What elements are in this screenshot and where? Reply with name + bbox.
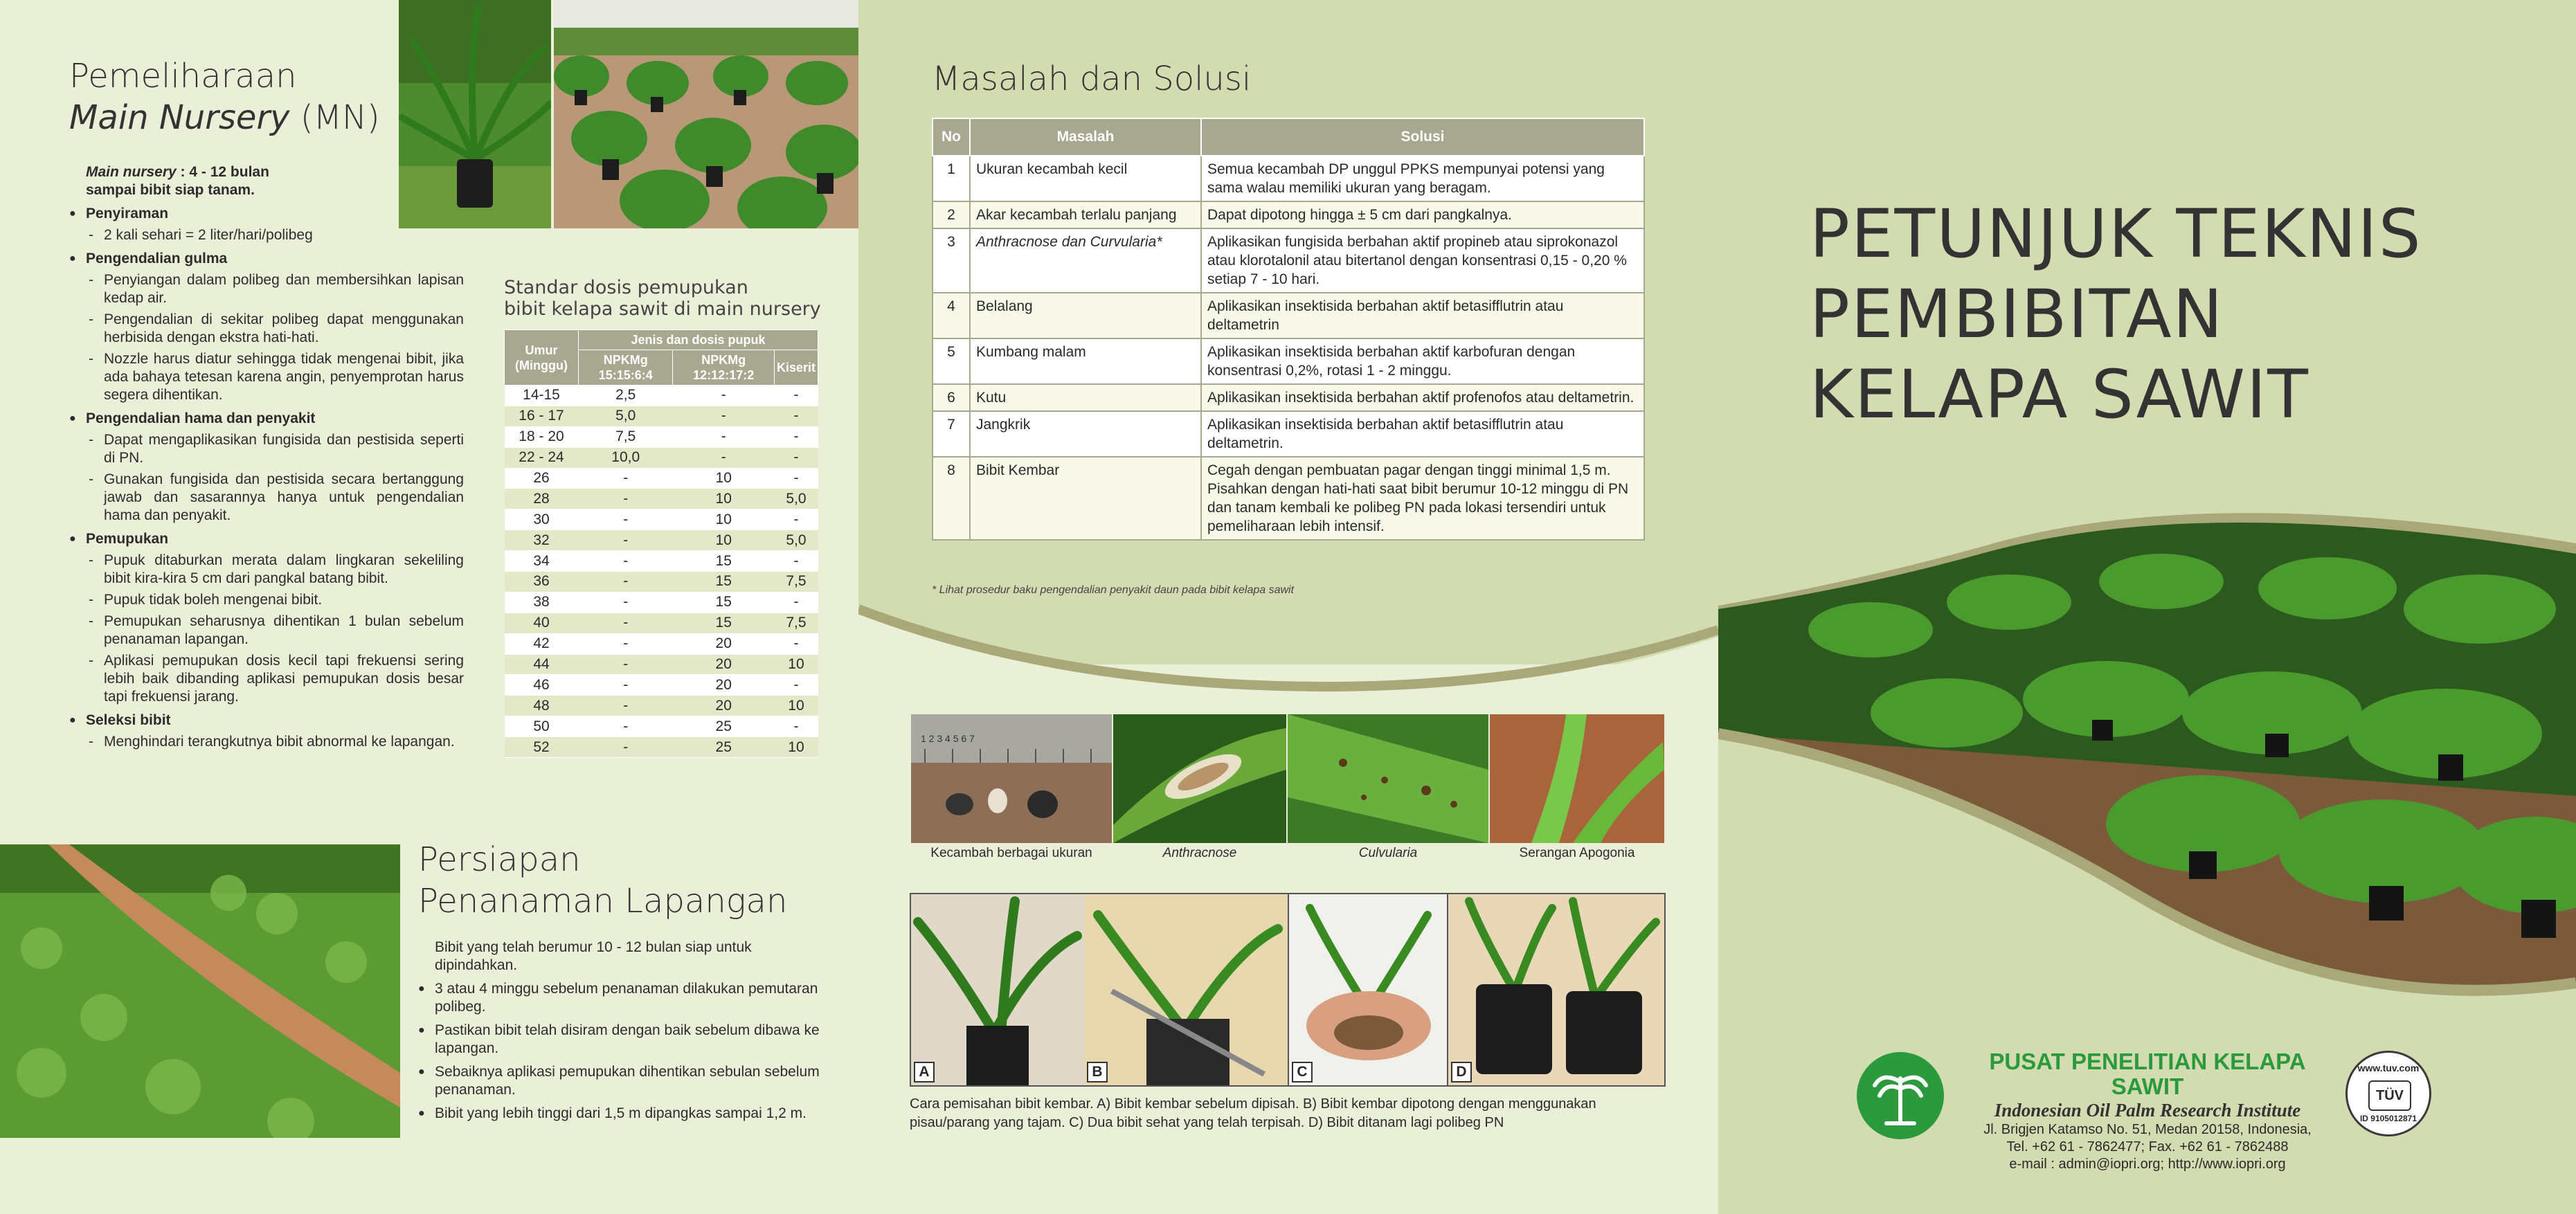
dose-row — [505, 406, 818, 426]
section-item: - Nozzle harus diatur sehingga tidak mengenai bibit, jika ada bahaya tetesan karena angin, penyemprotan harus segera dihentikan. — [69, 350, 464, 404]
problem-masalah: Jangkrik — [970, 411, 1201, 457]
gallery-label-b: B — [1087, 1062, 1108, 1082]
problem-solusi: Dapat dipotong hingga ± 5 cm dari pangkalnya. — [1201, 201, 1644, 228]
problem-solusi: Aplikasikan insektisida berbahan aktif betasifflutrin atau deltametrin — [1201, 293, 1644, 338]
problem-no: 6 — [933, 384, 970, 411]
problem-solusi: Aplikasikan insektisida berbahan aktif profenofos atau deltametrin. — [1201, 384, 1644, 411]
section-item: - 2 kali sehari = 2 liter/hari/polibeg — [69, 226, 464, 244]
dose-table — [504, 329, 818, 758]
dose-cell: - — [579, 592, 673, 613]
dose-cell: - — [579, 509, 673, 530]
dose-cell: 50 — [505, 716, 579, 737]
dose-cell: - — [579, 696, 673, 716]
dose-cell: 10 — [673, 468, 774, 489]
dose-cell: 10 — [774, 737, 818, 758]
dose-cell: 15 — [673, 551, 774, 572]
dose-cell: 16 - 17 — [505, 406, 579, 426]
seal-id: ID 9105012871 — [2359, 1114, 2417, 1123]
gallery-d — [1448, 893, 1666, 1087]
section-heading: ● Seleksi bibit — [69, 712, 464, 730]
dose-cell: 10 — [673, 530, 774, 551]
dose-cell: 44 — [505, 654, 579, 675]
problem-solusi: Aplikasikan fungisida berbahan aktif propineb atau siprokonazol atau klorotalonil atau bitertanol dengan konsentrasi 0,15 - 0,20 % setiap 7 - 10 hari. — [1201, 228, 1644, 293]
section-heading: ● Pemupukan — [69, 530, 464, 548]
gallery-a — [910, 893, 1086, 1087]
dose-cell: - — [579, 572, 673, 592]
dose-row — [505, 654, 818, 675]
col-kiserit: Kiserit — [774, 350, 818, 386]
dose-cell: - — [774, 386, 818, 406]
dose-row — [505, 426, 818, 447]
dose-cell: 15 — [673, 572, 774, 592]
dose-row — [505, 572, 818, 592]
ruler-text: 1 2 3 4 5 6 7 — [921, 733, 975, 744]
dose-row — [505, 447, 818, 468]
problem-no: 3 — [933, 228, 970, 293]
gallery-b — [1084, 893, 1289, 1087]
problem-row — [933, 293, 1644, 338]
apogonia-photo — [1490, 714, 1664, 843]
dose-cell: - — [774, 447, 818, 468]
org-name: PUSAT PENELITIAN KELAPA SAWIT — [1989, 1049, 2306, 1099]
dose-cell: - — [579, 468, 673, 489]
dose-row — [505, 489, 818, 509]
gallery-c — [1289, 893, 1448, 1087]
dose-row — [505, 386, 818, 406]
section-item: - Aplikasi pemupukan dosis kecil tapi frekuensi sering lebih baik dibanding aplikasi pemupukan dosis besar tapi frekuensi jarang. — [69, 652, 464, 706]
dose-cell: 5,0 — [774, 530, 818, 551]
problem-no: 4 — [933, 293, 970, 338]
dose-row — [505, 613, 818, 633]
dose-cell: 7,5 — [579, 426, 673, 447]
problem-solusi: Semua kecambah DP unggul PPKS mempunyai potensi yang sama walau memiliki ukuran yang beragam. — [1201, 156, 1644, 201]
dose-cell: 20 — [673, 675, 774, 696]
dose-cell: - — [774, 633, 818, 654]
dose-cell: 25 — [673, 716, 774, 737]
dose-row — [505, 675, 818, 696]
dose-cell: - — [579, 737, 673, 758]
curvularia-photo — [1288, 714, 1488, 843]
dose-cell: 10 — [673, 489, 774, 509]
persiapan-intro: Bibit yang telah berumur 10 - 12 bulan siap untuk dipindahkan. — [435, 939, 752, 973]
seal-name: TÜV — [2368, 1080, 2411, 1111]
caption-apogonia: Serangan Apogonia — [1519, 846, 1635, 860]
dose-cell: 34 — [505, 551, 579, 572]
dose-cell: 20 — [673, 654, 774, 675]
dose-cell: 32 — [505, 530, 579, 551]
problem-no: 8 — [933, 457, 970, 540]
dose-cell: - — [774, 592, 818, 613]
problem-no: 1 — [933, 156, 970, 201]
section-item: - Menghindari terangkutnya bibit abnormal ke lapangan. — [69, 733, 464, 751]
dose-cell: 18 - 20 — [505, 426, 579, 447]
dose-cell: - — [579, 716, 673, 737]
iopri-logo — [1855, 1051, 1945, 1141]
dose-cell: 15 — [673, 592, 774, 613]
caption-curvularia: Culvularia — [1358, 846, 1418, 860]
dose-cell: 5,0 — [579, 406, 673, 426]
gallery-label-a: A — [914, 1062, 935, 1082]
dose-cell: 30 — [505, 509, 579, 530]
dose-cell: - — [579, 530, 673, 551]
cover-title: PETUNJUK TEKNIS PEMBIBITAN KELAPA SAWIT — [1810, 195, 2422, 433]
dose-cell: - — [579, 654, 673, 675]
section-item: - Pupuk tidak boleh mengenai bibit. — [69, 591, 464, 609]
dose-cell: - — [673, 426, 774, 447]
problem-row — [933, 228, 1644, 293]
dose-cell: 2,5 — [579, 386, 673, 406]
seal-url: www.tuv.com — [2357, 1062, 2420, 1073]
dose-cell: - — [579, 633, 673, 654]
dose-cell: - — [579, 551, 673, 572]
problem-row — [933, 156, 1644, 201]
section-item: - Penyiangan dalam polibeg dan membersihkan lapisan kedap air. — [69, 271, 464, 307]
problem-solusi: Aplikasikan insektisida berbahan aktif karbofuran dengan konsentrasi 0,2%, rotasi 1 - 2 minggu. — [1201, 338, 1644, 384]
dose-cell: 7,5 — [774, 613, 818, 633]
problem-masalah: Akar kecambah terlalu panjang — [970, 201, 1201, 228]
dose-cell: 10 — [774, 654, 818, 675]
persiapan-list — [418, 939, 820, 1123]
dose-cell: 10 — [774, 696, 818, 716]
dose-row — [505, 509, 818, 530]
dose-row — [505, 696, 818, 716]
dose-cell: 52 — [505, 737, 579, 758]
col-npk2: NPKMg 12:12:17:2 — [673, 350, 774, 386]
problem-row — [933, 338, 1644, 384]
persiapan-item: ● Sebaiknya aplikasi pemupukan dihentikan sebulan sebelum penanaman. — [418, 1063, 820, 1099]
problem-no: 2 — [933, 201, 970, 228]
dose-cell: - — [579, 613, 673, 633]
problem-masalah: Kutu — [970, 384, 1201, 411]
col-solusi: Solusi — [1201, 118, 1644, 156]
problem-row — [933, 457, 1644, 540]
dose-cell: 42 — [505, 633, 579, 654]
dose-cell: - — [774, 426, 818, 447]
col-masalah: Masalah — [970, 118, 1201, 156]
dose-row — [505, 468, 818, 489]
dose-row — [505, 737, 818, 758]
maintenance-title: Pemeliharaan Main Nursery (MN) — [69, 57, 380, 137]
maintenance-list — [69, 163, 464, 751]
cover-nursery-photo — [1718, 505, 2576, 1004]
dose-cell: - — [774, 406, 818, 426]
dose-table-title: Standar dosis pemupukan bibit kelapa sawit di main nursery — [504, 277, 821, 320]
problem-row — [933, 411, 1644, 457]
dose-cell: 22 - 24 — [505, 447, 579, 468]
problem-masalah: Kumbang malam — [970, 338, 1201, 384]
dose-row — [505, 716, 818, 737]
dose-cell: - — [774, 675, 818, 696]
problem-masalah: Belalang — [970, 293, 1201, 338]
col-jenis: Jenis dan dosis pupuk — [579, 330, 818, 350]
problem-row — [933, 201, 1644, 228]
section-item: - Pengendalian di sekitar polibeg dapat menggunakan herbisida dengan ekstra hati-hati. — [69, 311, 464, 347]
dose-cell: 14-15 — [505, 386, 579, 406]
org-email: e-mail : admin@iopri.org; http://www.iopri.org — [2009, 1157, 2286, 1172]
problem-no: 5 — [933, 338, 970, 384]
dose-row — [505, 633, 818, 654]
dose-cell: 26 — [505, 468, 579, 489]
dose-cell: - — [774, 551, 818, 572]
persiapan-item: ● Bibit yang lebih tinggi dari 1,5 m dipangkas sampai 1,2 m. — [418, 1105, 820, 1123]
problems-title: Masalah dan Solusi — [932, 60, 1252, 98]
gallery-label-d: D — [1451, 1062, 1472, 1082]
panel-cover — [1718, 0, 2576, 1214]
org-subtitle: Indonesian Oil Palm Research Institute — [1994, 1100, 2301, 1121]
footnote: * Lihat prosedur baku pengendalian penyakit daun pada bibit kelapa sawit — [932, 584, 1295, 596]
persiapan-item: ● Pastikan bibit telah disiram dengan baik sebelum dibawa ke lapangan. — [418, 1022, 820, 1058]
caption-anthracnose: Anthracnose — [1162, 846, 1237, 860]
tuv-seal — [2345, 1051, 2431, 1136]
section-item: - Dapat mengaplikasikan fungisida dan pestisida seperti di PN. — [69, 431, 464, 467]
org-phone: Tel. +62 61 - 7862477; Fax. +62 61 - 7862488 — [2006, 1139, 2289, 1154]
dose-cell: 20 — [673, 696, 774, 716]
dose-cell: 38 — [505, 592, 579, 613]
gallery-label-c: C — [1292, 1062, 1313, 1082]
col-umur: Umur (Minggu) — [505, 330, 579, 386]
problem-masalah: Anthracnose dan Curvularia* — [970, 228, 1201, 293]
problem-solusi: Cegah dengan pembuatan pagar dengan tinggi minimal 1,5 m. Pisahkan dengan hati-hati saat bibit berumur 10-12 minggu di PN dan tanam kembali ke polibeg PN pada lokasi tersendiri untuk pemeliharaan lebih intensif. — [1201, 457, 1644, 540]
persiapan-title: Persiapan Penanaman Lapangan — [418, 840, 788, 921]
dose-cell: - — [673, 447, 774, 468]
plantation-road-photo — [0, 844, 400, 1138]
caption-seeds: Kecambah berbagai ukuran — [930, 846, 1092, 860]
dose-cell: - — [774, 509, 818, 530]
dose-cell: 5,0 — [774, 489, 818, 509]
dose-cell: 7,5 — [774, 572, 818, 592]
dose-cell: - — [774, 716, 818, 737]
section-heading: ● Pengendalian gulma — [69, 250, 464, 268]
dose-cell: - — [579, 489, 673, 509]
dose-row — [505, 530, 818, 551]
gallery-caption: Cara pemisahan bibit kembar. A) Bibit kembar sebelum dipisah. B) Bibit kembar dipotong dengan menggunakan pisau/parang yang tajam. C) Dua bibit sehat yang telah terpisah. D) Bibit ditanam lagi polibeg PN — [910, 1096, 1596, 1130]
dose-cell: 48 — [505, 696, 579, 716]
dose-cell: 10 — [673, 509, 774, 530]
org-address: Jl. Brigjen Katamso No. 51, Medan 20158, Indonesia, — [1983, 1122, 2312, 1137]
dose-cell: - — [673, 406, 774, 426]
problem-row — [933, 384, 1644, 411]
problem-masalah: Ukuran kecambah kecil — [970, 156, 1201, 201]
dose-cell: 28 — [505, 489, 579, 509]
dose-cell: 10,0 — [579, 447, 673, 468]
col-no: No — [933, 118, 970, 156]
panel-maintenance — [0, 0, 858, 1214]
dose-cell: - — [774, 468, 818, 489]
dose-cell: 46 — [505, 675, 579, 696]
dose-cell: 25 — [673, 737, 774, 758]
section-heading: ● Penyiraman — [69, 205, 464, 223]
problems-table — [932, 118, 1645, 541]
dose-cell: 15 — [673, 613, 774, 633]
dose-cell: 20 — [673, 633, 774, 654]
dose-cell: 36 — [505, 572, 579, 592]
section-heading: ● Pengendalian hama dan penyakit — [69, 410, 464, 428]
section-item: - Pemupukan seharusnya dihentikan 1 bulan sebelum penanaman lapangan. — [69, 613, 464, 649]
section-item: - Gunakan fungisida dan pestisida secara bertanggung jawab dan sasarannya hanya untuk pengendalian hama dan penyakit. — [69, 471, 464, 525]
dose-cell: - — [579, 675, 673, 696]
intro-text: Main nursery : 4 - 12 bulan sampai bibit siap tanam. — [86, 164, 269, 198]
dose-cell: - — [673, 386, 774, 406]
dose-row — [505, 551, 818, 572]
anthracnose-photo — [1113, 714, 1286, 843]
dose-cell: 40 — [505, 613, 579, 633]
col-npk1: NPKMg 15:15:6:4 — [579, 350, 673, 386]
problem-solusi: Aplikasikan insektisida berbahan aktif betasifflutrin atau deltametrin. — [1201, 411, 1644, 457]
seeds-photo — [911, 714, 1112, 843]
problem-masalah: Bibit Kembar — [970, 457, 1201, 540]
problem-no: 7 — [933, 411, 970, 457]
nursery-rows-photo — [554, 0, 858, 228]
org-info — [1978, 1049, 2317, 1173]
dose-row — [505, 592, 818, 613]
section-item: - Pupuk ditaburkan merata dalam lingkaran sekeliling bibit kira-kira 5 cm dari pangkal batang bibit. — [69, 552, 464, 588]
persiapan-item: ● 3 atau 4 minggu sebelum penanaman dilakukan pemutaran polibeg. — [418, 980, 820, 1016]
